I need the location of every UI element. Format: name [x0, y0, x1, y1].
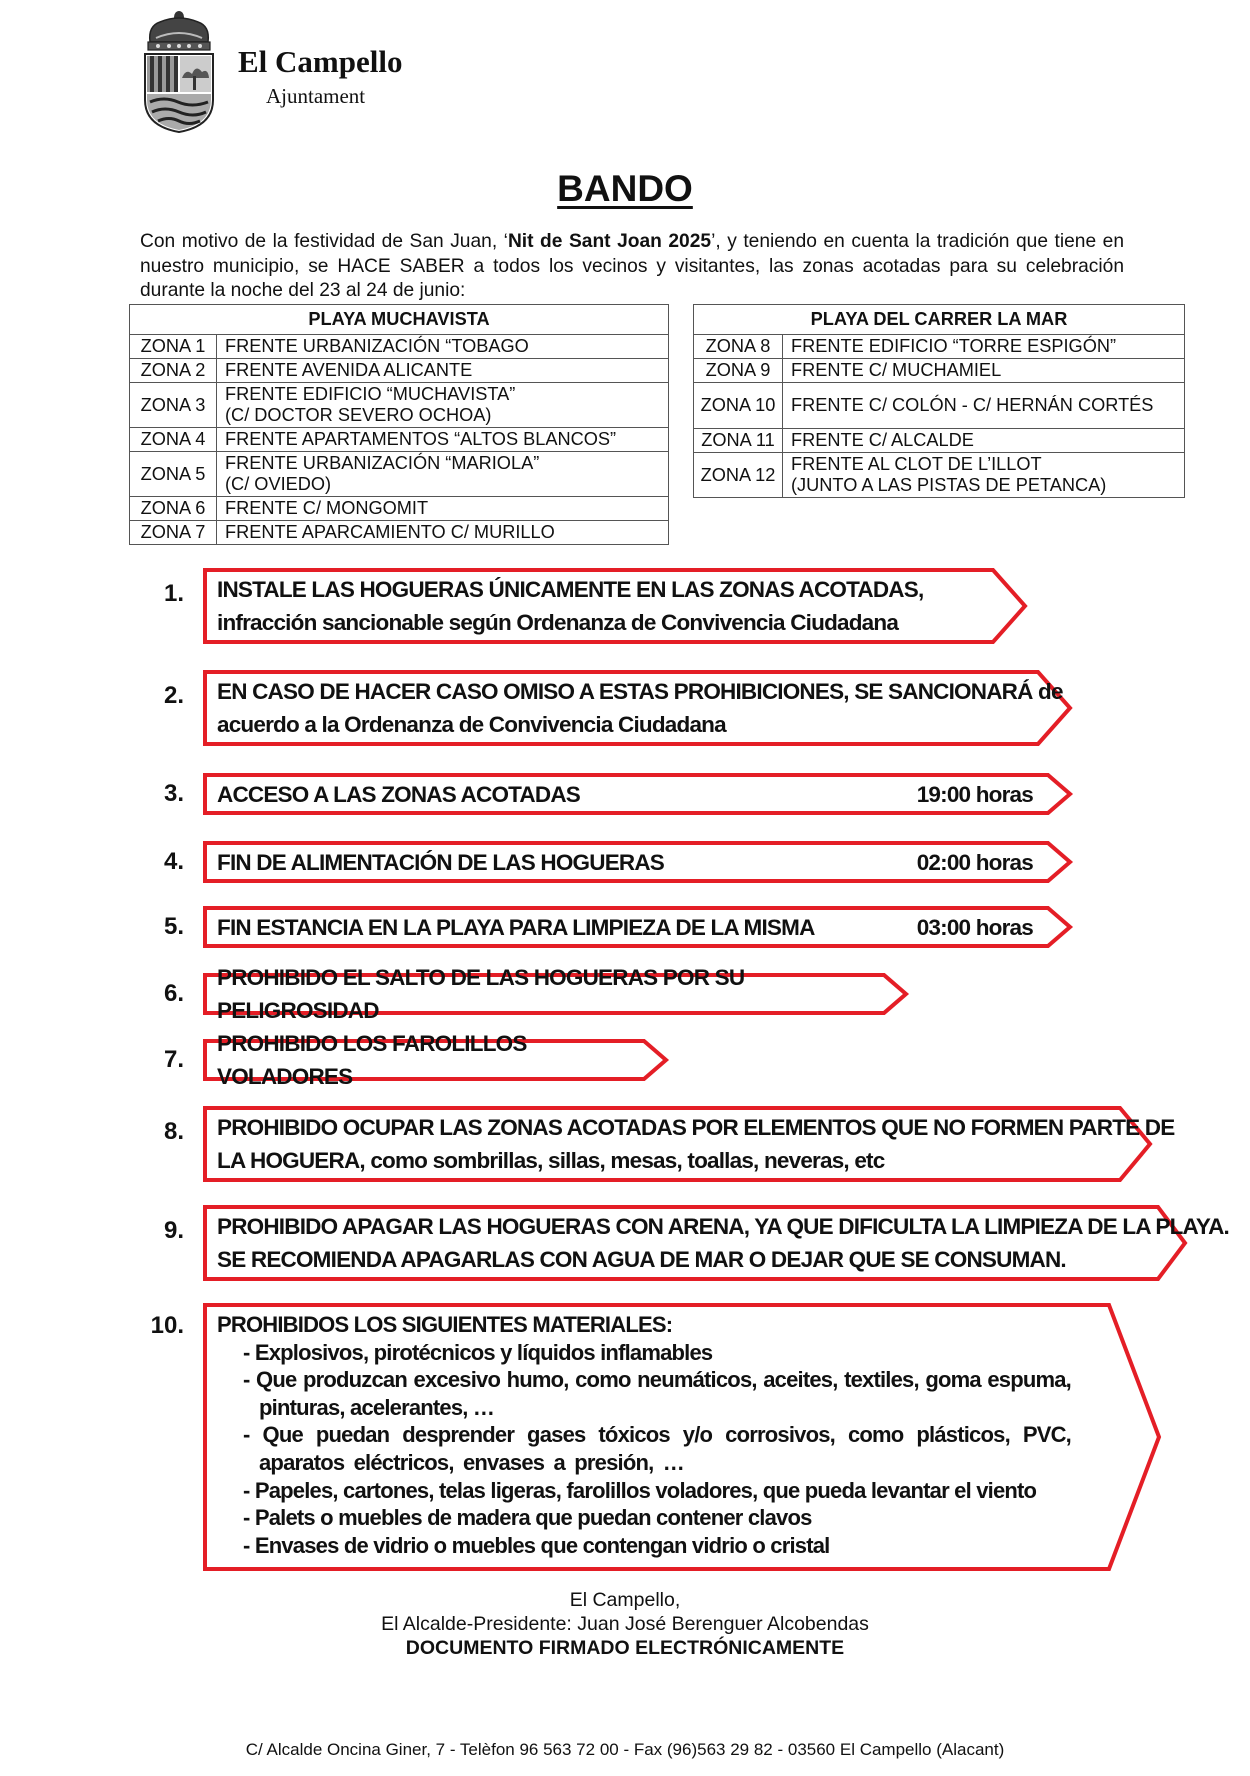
zone-location: FRENTE C/ ALCALDE: [783, 429, 1185, 453]
rule-7-box: [203, 1031, 669, 1089]
table-row: [694, 335, 1185, 359]
rule-text: FIN DE ALIMENTACIÓN DE LAS HOGUERAS: [217, 849, 665, 875]
rule-text: PROHIBIDO LOS FAROLILLOS VOLADORES: [217, 1031, 527, 1089]
town-name: El Campello: [238, 44, 403, 79]
rule-3-box: [203, 773, 1073, 815]
zones-table-carrer-la-mar: [693, 304, 1185, 498]
list-item: - Que puedan desprender gases tóxicos y/o corrosivos, como plásticos, PVC, aparatos eléctricos, envases a presión, …: [243, 1422, 1071, 1475]
rule-number: 6.: [163, 980, 184, 1007]
zone-location: FRENTE C/ MONGOMIT: [217, 497, 669, 521]
signature-mayor: El Alcalde-Presidente: Juan José Berenguer Alcobendas: [381, 1613, 869, 1635]
table-row: [130, 428, 669, 452]
list-item: - Explosivos, pirotécnicos y líquidos inflamables: [243, 1339, 713, 1365]
rule-10-box: [203, 1303, 1163, 1571]
signature-electronic: DOCUMENTO FIRMADO ELECTRÓNICAMENTE: [405, 1637, 845, 1659]
intro-paragraph: [140, 230, 1124, 304]
rule-4-box: [203, 841, 1073, 883]
table-heading: PLAYA DEL CARRER LA MAR: [694, 305, 1185, 335]
rule-text: EN CASO DE HACER CASO OMISO A ESTAS PROHIBICIONES, SE SANCIONARÁ de: [217, 679, 1063, 704]
zone-label: ZONA 1: [130, 335, 217, 359]
rule-number: 8.: [163, 1118, 184, 1145]
rule-5-box: [203, 906, 1073, 948]
rule-time: 03:00 horas: [916, 914, 1033, 940]
rule-time: 19:00 horas: [916, 781, 1033, 807]
zone-label: ZONA 5: [130, 452, 217, 497]
zone-label: ZONA 6: [130, 497, 217, 521]
zone-location: FRENTE APARCAMIENTO C/ MURILLO: [217, 521, 669, 545]
table-heading: PLAYA MUCHAVISTA: [130, 305, 669, 335]
rule-number: 5.: [163, 913, 184, 940]
zone-label: ZONA 7: [130, 521, 217, 545]
table-row: [694, 359, 1185, 383]
table-row: [694, 429, 1185, 453]
festival-name: Nit de Sant Joan 2025: [507, 231, 712, 252]
signature-place: El Campello,: [569, 1589, 681, 1611]
rule-text: FIN ESTANCIA EN LA PLAYA PARA LIMPIEZA DE LA MISMA: [217, 914, 815, 940]
list-item: - Envases de vidrio o muebles que contengan vidrio o cristal: [243, 1532, 830, 1558]
zone-location: FRENTE AL CLOT DE L’ILLOT (JUNTO A LAS PISTAS DE PETANCA): [783, 453, 1185, 498]
table-row: [130, 452, 669, 497]
rule-number: 7.: [163, 1046, 184, 1073]
list-item: - Que produzcan excesivo humo, como neumáticos, aceites, textiles, goma espuma, pinturas, acelerantes, …: [243, 1367, 1071, 1420]
zone-label: ZONA 8: [694, 335, 783, 359]
intro-text-end: ’, y teniendo en cuenta la tradición que tiene en nuestro municipio, se HACE SABER a todos los vecinos y visitantes, las zonas acotadas para su celebración durante la noche del 23 al 24 de junio:: [140, 231, 1124, 301]
rule-text: acuerdo a la Ordenanza de Convivencia Ciudadana: [217, 712, 726, 737]
table-row: [130, 497, 669, 521]
zone-location: FRENTE URBANIZACIÓN “TOBAGO: [217, 335, 669, 359]
rule-heading: PROHIBIDOS LOS SIGUIENTES MATERIALES:: [217, 1312, 673, 1337]
rule-number: 10.: [150, 1312, 184, 1339]
rule-9-box: [203, 1205, 1229, 1281]
zone-location: FRENTE C/ MUCHAMIEL: [783, 359, 1185, 383]
town-hall-label: Ajuntament: [266, 84, 366, 108]
rule-6-box: [203, 965, 909, 1023]
rule-text: PROHIBIDO OCUPAR LAS ZONAS ACOTADAS POR ELEMENTOS QUE NO FORMEN PARTE DE: [217, 1115, 1175, 1140]
zone-label: ZONA 10: [694, 383, 783, 429]
zone-location: FRENTE C/ COLÓN - C/ HERNÁN CORTÉS: [783, 383, 1185, 429]
rule-number: 3.: [163, 780, 184, 807]
zones-table-muchavista: [129, 304, 669, 545]
zone-label: ZONA 9: [694, 359, 783, 383]
rule-text: infracción sancionable según Ordenanza de Convivencia Ciudadana: [217, 610, 899, 635]
list-item: - Palets o muebles de madera que puedan contener clavos: [243, 1505, 812, 1531]
rule-text: PROHIBIDO EL SALTO DE LAS HOGUERAS POR SU PELIGROSIDAD: [217, 965, 745, 1023]
document-title: BANDO: [557, 168, 693, 209]
rule-2-box: [203, 670, 1073, 746]
rule-number: 2.: [163, 682, 184, 709]
table-row: [694, 453, 1185, 498]
coat-of-arms-logo: [142, 8, 216, 134]
rule-text: INSTALE LAS HOGUERAS ÚNICAMENTE EN LAS ZONAS ACOTADAS,: [217, 577, 924, 602]
table-row: [130, 383, 669, 428]
rule-1-box: [203, 568, 1028, 644]
rule-text: PROHIBIDO APAGAR LAS HOGUERAS CON ARENA, YA QUE DIFICULTA LA LIMPIEZA DE LA PLAYA.: [217, 1214, 1229, 1239]
list-item: - Papeles, cartones, telas ligeras, farolillos voladores, que pueda levantar el viento: [243, 1477, 1037, 1503]
intro-text-start: Con motivo de la festividad de San Juan, ‘: [140, 231, 508, 252]
rule-text: LA HOGUERA, como sombrillas, sillas, mesas, toallas, neveras, etc: [217, 1148, 885, 1173]
zone-location: FRENTE EDIFICIO “TORRE ESPIGÓN”: [783, 335, 1185, 359]
zone-location: FRENTE EDIFICIO “MUCHAVISTA” (C/ DOCTOR SEVERO OCHOA): [217, 383, 669, 428]
zone-label: ZONA 4: [130, 428, 217, 452]
rule-number: 1.: [163, 580, 184, 607]
zone-location: FRENTE AVENIDA ALICANTE: [217, 359, 669, 383]
zone-location: FRENTE APARTAMENTOS “ALTOS BLANCOS”: [217, 428, 669, 452]
zone-label: ZONA 12: [694, 453, 783, 498]
table-row: [130, 335, 669, 359]
rule-number: 9.: [163, 1217, 184, 1244]
rule-text: SE RECOMIENDA APAGARLAS CON AGUA DE MAR O DEJAR QUE SE CONSUMAN.: [217, 1247, 1066, 1272]
zone-label: ZONA 11: [694, 429, 783, 453]
zone-label: ZONA 3: [130, 383, 217, 428]
zone-location: FRENTE URBANIZACIÓN “MARIOLA” (C/ OVIEDO): [217, 452, 669, 497]
rule-text: ACCESO A LAS ZONAS ACOTADAS: [217, 781, 580, 807]
footer-address: C/ Alcalde Oncina Giner, 7 - Telèfon 96 563 72 00 - Fax (96)563 29 82 - 03560 El Campello (Alacant): [245, 1740, 1005, 1759]
table-row: [694, 383, 1185, 429]
zone-label: ZONA 2: [130, 359, 217, 383]
table-row: [130, 521, 669, 545]
rule-time: 02:00 horas: [916, 849, 1033, 875]
table-row: [130, 359, 669, 383]
rule-8-box: [203, 1106, 1175, 1182]
rule-number: 4.: [163, 848, 184, 875]
